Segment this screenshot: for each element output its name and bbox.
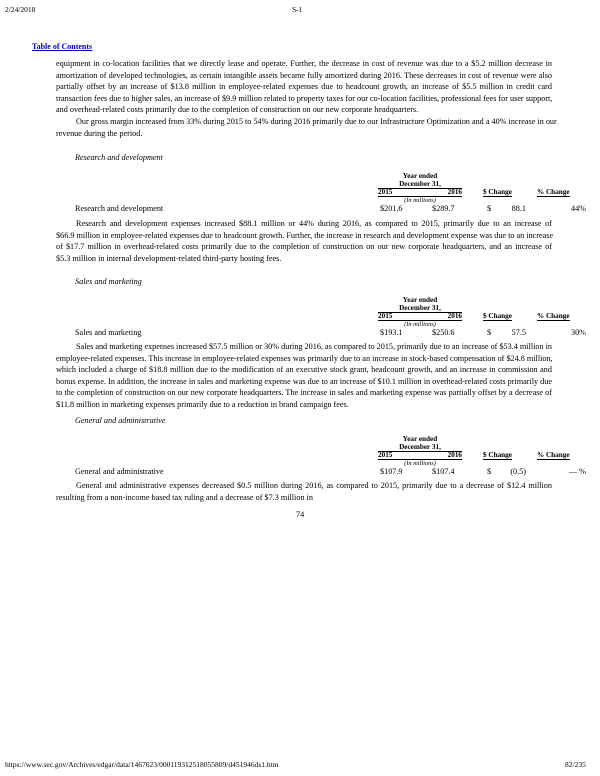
dollar-change-value: 57.5 [511,328,526,337]
cost-of-revenue-paragraph [56,58,552,116]
paragraph-line: amortization of developed technologies, as certain intangible assets became fully amortized during 2016. These decreases in cost of revenue were also [56,70,552,80]
pct-change-value: 30% [570,328,586,337]
ga-table [56,435,586,476]
in-millions-note: (In millions) [404,197,436,204]
december-label: December 31, [378,180,462,189]
dollar-change-sign: $ [487,467,492,476]
dollar-change-header: $ Change [483,451,512,459]
year-ended-label: Year ended [402,296,438,304]
dollar-change-header: $ Change [483,188,512,196]
dollar-change-value: 88.1 [511,204,526,213]
print-date: 2/24/2018 [5,5,36,14]
value-2015: $193.1 [380,328,403,337]
rd-table [56,172,586,213]
paragraph-line: resulting from a non-income based tax ruling and a decrease of $7.3 million in [56,492,313,502]
rd-heading: Research and development [75,153,163,162]
paragraph-line: revenue during the period. [56,128,143,138]
paragraph-line: transaction fees due to higher sales, an increase of $9.9 million related to property taxes for our co-location facilities, professional fees for user support, [56,93,553,103]
paragraph-line: Our gross margin increased from 33% during 2015 to 54% during 2016 primarily due to our Infrastructure Optimization and a 40% increase in our [76,117,557,126]
paragraph-line: which included a charge of $18.8 million due to the modification of an executive stock grant, headcount growth, and an increase in commission and [56,365,552,375]
pct-change-header: % Change [537,188,570,196]
ga-heading: General and administrative [75,416,166,425]
value-2016: $107.4 [432,467,455,476]
row-label: Sales and marketing [75,328,142,337]
dollar-change-value: (0.5) [510,467,526,476]
page-count: 82/235 [565,760,586,769]
ga-paragraph [56,480,552,503]
pct-change-value: 44% [570,204,586,213]
in-millions-note: (In millions) [404,321,436,328]
paragraph-line: $11.8 million in marketing expenses primarily due to a reduction in brand campaign fees. [56,399,349,409]
paragraph-line: Research and development expenses increased $88.1 million or 44% during 2016, as compared to 2015, primarily due to an increase of [76,219,552,228]
pct-change-value: — % [568,467,586,476]
paragraph-line: $66.9 million in employee-related expenses due to headcount growth. Further, the increase in research and development expense was due to an increase [56,230,554,240]
col-2015-header: 2015 [378,188,408,197]
paragraph-line: Sales and marketing expenses increased $57.5 million or 30% during 2016, as compared to 2015, primarily due to an increase of $53.4 million in [76,342,552,351]
paragraph-line: and overhead-related costs primarily due to the completion of construction on our new corporate headquarters. [56,105,419,115]
sm-paragraph [56,341,552,411]
row-label: Research and development [75,204,164,213]
sm-heading: Sales and marketing [75,277,142,286]
col-2015-header: 2015 [378,451,408,460]
document-id: S-1 [292,5,303,14]
page-number: 74 [296,510,305,519]
rd-paragraph [56,218,552,264]
paragraph-line: partially offset by an increase of $13.8 million in employee-related expenses due to headcount growth, an increase of $5.5 million in credit card [56,82,552,92]
sm-table [56,296,586,337]
paragraph-line: General and administrative expenses decreased $0.5 million during 2016, as compared to 2015, primarily due to a decrease of $12.4 million [76,481,552,490]
col-2016-header: 2016 [408,451,462,460]
col-2016-header: 2016 [408,312,462,321]
value-2016: $289.7 [432,204,455,213]
paragraph-line: to the completion of construction on our new corporate headquarters. The increase in sales and marketing expense was partially offset by a decrease of [56,388,552,398]
gross-margin-paragraph [56,116,557,139]
december-label: December 31, [378,443,462,452]
year-ended-label: Year ended [402,435,438,443]
paragraph-line: equipment in co-location facilities that we directly lease and operate. Further, the decrease in cost of revenue was due to a $5.2 million decrease in [56,59,552,68]
value-2015: $201.6 [380,204,403,213]
december-label: December 31, [378,304,462,313]
year-ended-header [378,435,462,452]
paragraph-line: $5.3 million in internal development-related third-party hosting fees. [56,253,282,263]
pct-change-header: % Change [537,451,570,459]
col-2015-header: 2015 [378,312,408,321]
col-2016-header: 2016 [408,188,462,197]
paragraph-line: of $17.7 million in overhead-related costs primarily due to the completion of construction on our new corporate headquarters, and an increase of [56,242,552,252]
year-ended-label: Year ended [402,172,438,180]
value-2016: $250.6 [432,328,455,337]
in-millions-note: (In millions) [404,460,436,467]
dollar-change-sign: $ [487,204,492,213]
value-2015: $107.9 [380,467,403,476]
paragraph-line: employee-related expenses. This increase in employee-related expenses was primarily due to an increase in stock-based compensation of $24.8 million, [56,353,553,363]
paragraph-line: bonus expense. In addition, the increase in sales and marketing expense was due to an increase of $10.1 million in overhead-related costs primarily due [56,376,552,386]
year-ended-header [378,172,462,189]
row-label: General and administrative [75,467,164,476]
dollar-change-header: $ Change [483,312,512,320]
pct-change-header: % Change [537,312,570,320]
year-ended-header [378,296,462,313]
dollar-change-sign: $ [487,328,492,337]
source-url[interactable]: https://www.sec.gov/Archives/edgar/data/1467623/000119312518055809/d451946ds1.htm [5,760,279,769]
table-of-contents-link[interactable]: Table of Contents [32,42,93,51]
